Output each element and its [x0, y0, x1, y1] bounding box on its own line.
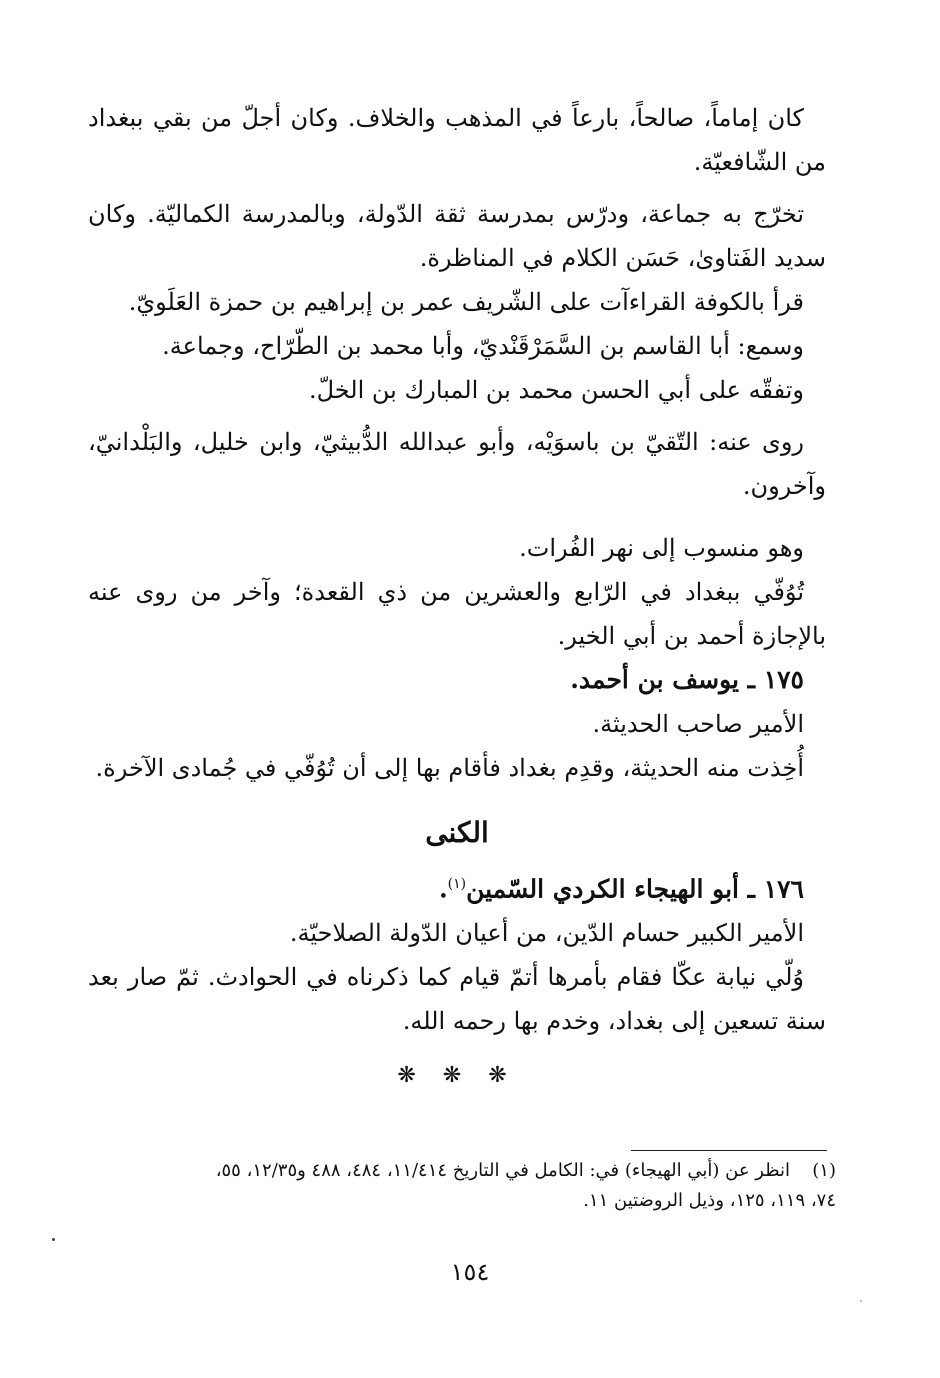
footnote-reference: (١) [447, 876, 467, 892]
page-number: ١٥٤ [450, 1258, 490, 1286]
paragraph: قرأ بالكوفة القراءآت على الشّريف عمر بن إبراهيم بن حمزة العَلَويّ. [128, 288, 804, 316]
paragraph: تخرّج به جماعة، ودرّس بمدرسة ثقة الدّولة، وبالمدرسة الكماليّة. وكان سديد الفَتاوىٰ، حَسَن الكلام في المناظرة. [88, 200, 826, 272]
paragraph: روى عنه: التّقيّ بن باسوَيْه، وأبو عبدالله الدُّبيثيّ، وابن خليل، والبَلْدانيّ، وآخرون. [88, 428, 826, 500]
paragraph: تُوُفّي ببغداد في الرّابع والعشرين من ذي القعدة؛ وآخر من روى عنه بالإجازة أحمد بن أبي الخير. [88, 578, 826, 650]
page-body [88, 96, 826, 1088]
scan-speck [860, 1300, 862, 1302]
paragraph: وُلّي نيابة عكّا فقام بأمرها أتمّ قيام كما ذكرناه في الحوادث. ثمّ صار بعد سنة تسعين إلى بغداد، وخدم بها رحمه الله. [88, 963, 826, 1036]
scan-speck [52, 1238, 55, 1241]
paragraph: الأمير الكبير حسام الدّين، من أعيان الدّولة الصلاحيّة. [289, 919, 804, 948]
entry-heading-176-end: . [438, 874, 448, 904]
paragraph: أُخِذت منه الحديثة، وقدِم بغداد فأقام بها إلى أن تُوُفّي في جُمادى الآخرة. [95, 754, 804, 782]
paragraph: وهو منسوب إلى نهر الفُرات. [519, 534, 804, 562]
section-title: الكنى [425, 816, 489, 849]
paragraph: وتفقّه على أبي الحسن محمد بن المبارك بن الخلّ. [309, 376, 804, 404]
paragraph: وسمع: أبا القاسم بن السَّمَرْقَنْديّ، وأبا محمد بن الطّرّاح، وجماعة. [162, 332, 804, 360]
footnote [96, 1156, 836, 1216]
entry-heading-175: ١٧٥ ـ يوسف بن أحمد. [570, 665, 804, 694]
footnote-rule [631, 1150, 827, 1151]
footnote-number: (١) [812, 1160, 836, 1181]
entry-heading-176 [88, 862, 826, 911]
paragraph: كان إماماً، صالحاً، بارعاً في المذهب والخلاف. وكان أجلّ من بقي ببغداد من الشّافعيّة. [88, 104, 826, 176]
footnote-line-1 [96, 1156, 836, 1186]
footnote-line-2: ٧٤، ١١٩، ١٢٥، وذيل الروضتين ١١. [583, 1190, 836, 1211]
paragraph: الأمير صاحب الحديثة. [592, 710, 804, 738]
entry-heading-176-text: ١٧٦ ـ أبو الهيجاء الكردي السّمين [466, 874, 804, 904]
section-divider-stars: ❋ ❋ ❋ [397, 1063, 517, 1089]
footnote-text-1: انظر عن (أبي الهيجاء) في: الكامل في التاريخ ١١/٤١٤، ٤٨٤، ٤٨٨ و١٢/٣٥، ٥٥، [215, 1160, 790, 1181]
